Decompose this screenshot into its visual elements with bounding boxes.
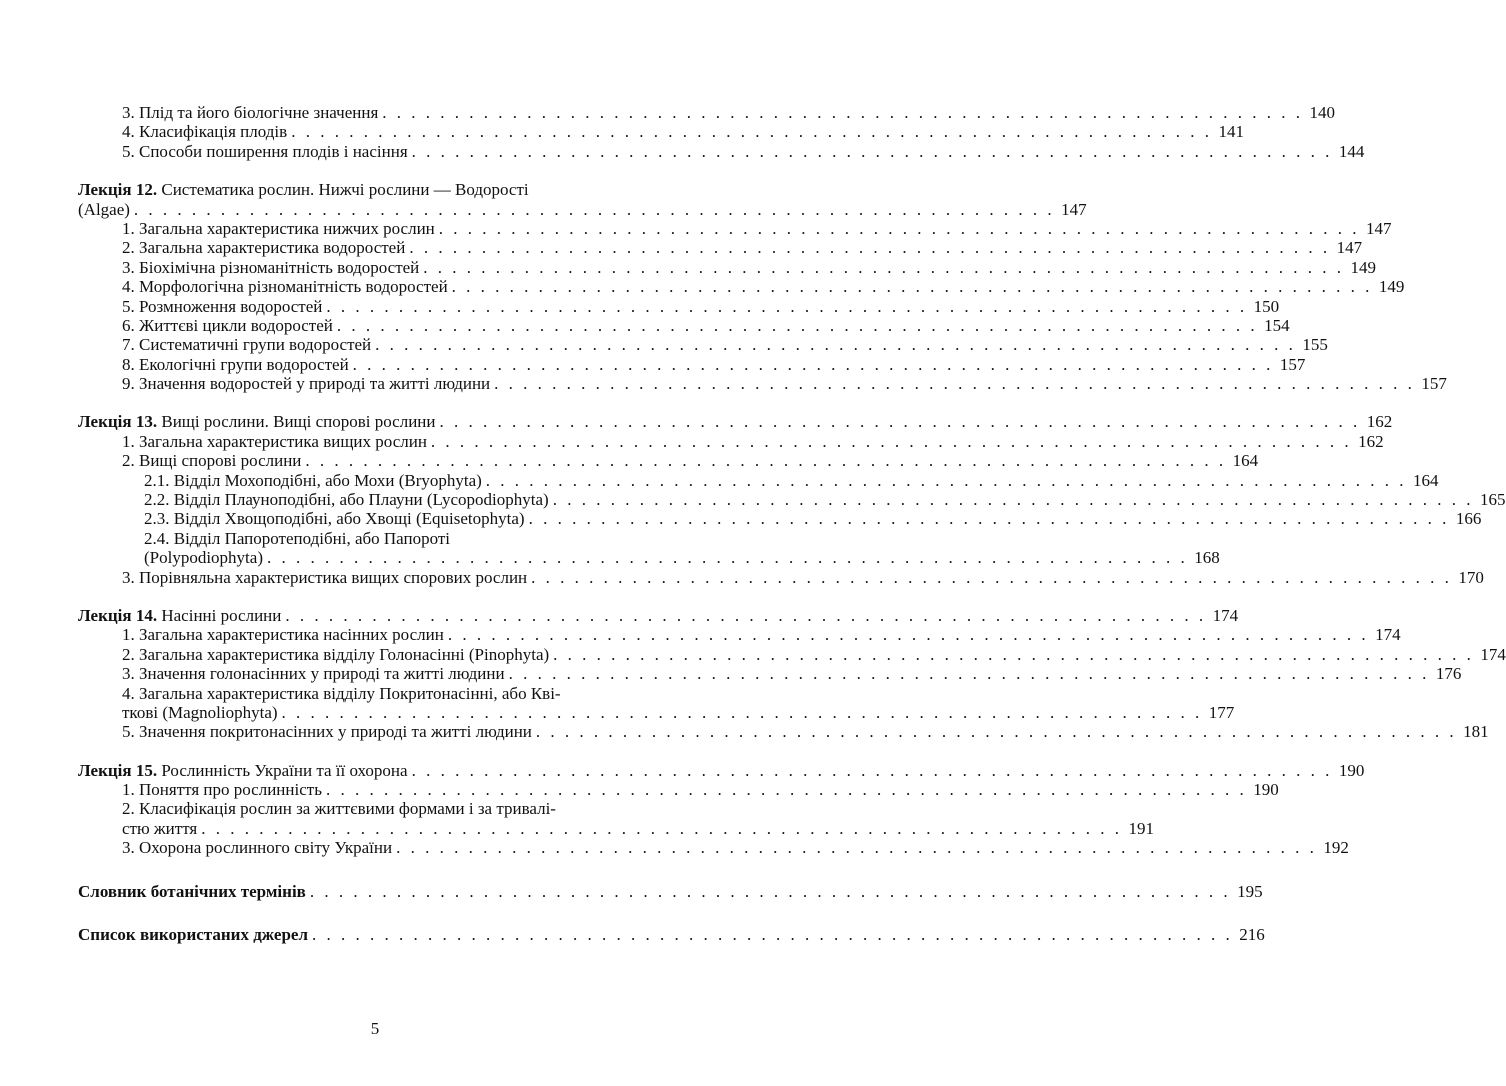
toc-entry[interactable] (78, 315, 1290, 335)
toc-page-number: 191 (1128, 818, 1154, 838)
page-number: 5 (370, 1019, 380, 1038)
toc-page-number: 181 (1463, 722, 1489, 742)
toc-entry[interactable] (78, 451, 1259, 471)
toc-entry-text: 5. Розмноження водоростей (122, 296, 323, 316)
section-spacer (78, 858, 674, 882)
toc-page-number: 174 (1375, 625, 1401, 645)
toc-entry-text: (Polypodiophyta) (144, 548, 263, 568)
toc-page-number: 164 (1413, 470, 1439, 490)
toc-entry[interactable] (78, 529, 674, 548)
toc-page-number: 149 (1350, 257, 1377, 277)
toc-page-number: 164 (1232, 451, 1259, 471)
dot-leader: . . . . . . . . . . . . . . . . . . . . . . . . . . . . . . . . . . . . . . . . . . . . . . . . . . . . . . . . . . . . . . . . (382, 102, 1304, 122)
toc-entry[interactable] (78, 567, 1484, 587)
toc-page-number: 168 (1194, 548, 1220, 568)
toc-page-number: 192 (1323, 838, 1349, 858)
toc-entry[interactable] (78, 760, 1365, 780)
toc-page-number: 147 (1336, 238, 1363, 258)
dot-leader: . . . . . . . . . . . . . . . . . . . . . . . . . . . . . . . . . . . . . . . . . . . . . . . . . . . . . . . . . . . . . . . . (291, 122, 1212, 142)
toc-entry-title (144, 471, 482, 490)
toc-entry-title (122, 645, 549, 664)
toc-page-number: 140 (1309, 102, 1336, 122)
toc-entry-title (122, 297, 322, 316)
toc-entry[interactable] (78, 925, 1265, 945)
toc-page-number: 157 (1279, 354, 1306, 374)
toc-entry[interactable] (78, 354, 1306, 374)
toc-entry[interactable] (78, 374, 1447, 394)
toc-entry-text: 3. Охорона рослинного світу України (122, 838, 393, 858)
toc-page-number: 144 (1338, 141, 1365, 161)
toc-entry[interactable] (78, 780, 1279, 800)
toc-entry-text: 8. Екологічні групи водоростей (122, 354, 349, 374)
toc-entry-text: 2. Вищі спорові рослини (122, 451, 302, 471)
dot-leader: . . . . . . . . . . . . . . . . . . . . . . . . . . . . . . . . . . . . . . . . . . . . . . . . . . . . . . . . . . . . . . . . (311, 925, 1233, 945)
toc-entry-title (122, 238, 405, 257)
dot-leader: . . . . . . . . . . . . . . . . . . . . . . . . . . . . . . . . . . . . . . . . . . . . . . . . . . . . . . . . . . . . . . . . (531, 567, 1452, 587)
toc-page-number: 190 (1338, 760, 1365, 780)
toc-page-number: 216 (1239, 925, 1265, 945)
dot-leader: . . . . . . . . . . . . . . . . . . . . . . . . . . . . . . . . . . . . . . . . . . . . . . . . . . . . . . . . . . . . . . . . (325, 780, 1247, 800)
toc-entry-heading: Словник ботанічних термінів (78, 881, 306, 901)
section-spacer (78, 742, 674, 761)
toc-entry-title (122, 335, 371, 354)
toc-entry-text: Вищі рослини. Вищі спорові рослини (157, 412, 436, 432)
toc-entry[interactable] (78, 141, 1365, 161)
section-spacer (78, 393, 674, 412)
toc-entry-heading: Лекція 12. (78, 180, 158, 200)
toc-entry[interactable] (78, 296, 1280, 316)
toc-entry[interactable] (78, 490, 1506, 510)
toc-entry-title (122, 432, 427, 451)
toc-entry-title (78, 925, 308, 944)
toc-entry-title (78, 761, 408, 780)
dot-leader: . . . . . . . . . . . . . . . . . . . . . . . . . . . . . . . . . . . . . . . . . . . . . . . . . . . . . . . . . . . . . . . . (352, 354, 1274, 374)
toc-entry[interactable] (78, 335, 1328, 355)
dot-leader: . . . . . . . . . . . . . . . . . . . . . . . . . . . . . . . . . . . . . . . . . . . . . . . . . . . . . . . . . . . . . . . . (553, 644, 1474, 664)
toc-entry-text: Рослинність України та її охорона (157, 760, 408, 780)
dot-leader: . . . . . . . . . . . . . . . . . . . . . . . . . . . . . . . . . . . . . . . . . . . . . . . . . . . . . . . . . . . . . . . . (439, 412, 1361, 432)
toc-entry-title (122, 684, 561, 703)
toc-entry-title (78, 200, 130, 219)
toc-entry-text: 2. Загальна характеристика відділу Голонасінні (Pinophyta) (122, 644, 550, 664)
toc-entry-text: 2.2. Відділ Плауноподібні, або Плауни (Lycopodiophyta) (144, 490, 549, 510)
toc-page-number: 147 (1061, 199, 1087, 219)
toc-entry-title (122, 316, 333, 335)
section-spacer (78, 587, 674, 606)
table-of-contents (78, 102, 1506, 945)
section-spacer (78, 161, 674, 180)
toc-entry[interactable] (78, 664, 1462, 684)
toc-entry[interactable] (78, 431, 1384, 451)
toc-entry[interactable] (78, 218, 1392, 238)
toc-page-number: 165 (1479, 490, 1506, 510)
toc-entry[interactable] (78, 180, 674, 199)
toc-entry-title (122, 799, 556, 818)
section-spacer (78, 901, 674, 925)
toc-entry-text: 3. Плід та його біологічне значення (122, 102, 379, 122)
toc-entry[interactable] (78, 257, 1377, 277)
toc-entry-title (78, 882, 306, 901)
toc-entry-text: 5. Способи поширення плодів і насіння (122, 141, 408, 161)
toc-entry-heading: Лекція 15. (78, 760, 158, 780)
dot-leader: . . . . . . . . . . . . . . . . . . . . . . . . . . . . . . . . . . . . . . . . . . . . . . . . . . . . . . . . . . . . . . . . (267, 548, 1188, 568)
toc-entry-text: 3. Біохімічна різноманітність водоростей (122, 257, 420, 277)
dot-leader: . . . . . . . . . . . . . . . . . . . . . . . . . . . . . . . . . . . . . . . . . . . . . . . . . . . . . . . . . . . . . . . . (411, 141, 1333, 161)
toc-page-number: 174 (1212, 605, 1239, 625)
toc-entry-text: стю життя (122, 818, 198, 838)
toc-entry-title (122, 277, 448, 296)
toc-entry-title (122, 219, 435, 238)
toc-entry-title (144, 548, 263, 567)
toc-entry[interactable] (78, 199, 1087, 219)
toc-entry-text: 2. Загальна характеристика водоростей (122, 238, 406, 258)
dot-leader: . . . . . . . . . . . . . . . . . . . . . . . . . . . . . . . . . . . . . . . . . . . . . . . . . . . . . . . . . . . . . . . . (305, 451, 1227, 471)
toc-entry-title (122, 142, 408, 161)
toc-page-number: 149 (1378, 277, 1405, 297)
toc-page-number: 174 (1480, 644, 1506, 664)
toc-entry-title (144, 509, 525, 528)
toc-entry[interactable] (78, 277, 1405, 297)
toc-entry-text: 7. Систематичні групи водоростей (122, 335, 372, 355)
dot-leader: . . . . . . . . . . . . . . . . . . . . . . . . . . . . . . . . . . . . . . . . . . . . . . . . . . . . . . . . . . . . . . . . (423, 257, 1345, 277)
dot-leader: . . . . . . . . . . . . . . . . . . . . . . . . . . . . . . . . . . . . . . . . . . . . . . . . . . . . . . . . . . . . . . . . (375, 335, 1296, 355)
toc-page-number: 170 (1458, 567, 1484, 587)
toc-entry[interactable] (78, 470, 1439, 490)
toc-page-number: 190 (1253, 780, 1279, 800)
toc-entry-text: 4. Класифікація плодів (122, 122, 288, 142)
toc-entry-text: 2.1. Відділ Мохоподібні, або Мохи (Bryophyta) (144, 470, 482, 490)
toc-entry[interactable] (78, 722, 1489, 742)
dot-leader: . . . . . . . . . . . . . . . . . . . . . . . . . . . . . . . . . . . . . . . . . . . . . . . . . . . . . . . . . . . . . . . . (281, 702, 1203, 722)
dot-leader: . . . . . . . . . . . . . . . . . . . . . . . . . . . . . . . . . . . . . . . . . . . . . . . . . . . . . . . . . . . . . . . . (285, 605, 1207, 625)
dot-leader: . . . . . . . . . . . . . . . . . . . . . . . . . . . . . . . . . . . . . . . . . . . . . . . . . . . . . . . . . . . . . . . . (201, 818, 1122, 838)
toc-entry-title (122, 625, 444, 644)
toc-entry-text: 3. Порівняльна характеристика вищих спорових рослин (122, 567, 528, 587)
toc-entry-heading: Список використаних джерел (78, 925, 308, 945)
toc-entry[interactable] (78, 548, 1220, 568)
toc-page-number: 176 (1435, 664, 1462, 684)
toc-entry-title (122, 819, 197, 838)
toc-page-number: 162 (1366, 412, 1393, 432)
toc-entry-title (122, 374, 490, 393)
toc-entry[interactable] (78, 702, 1235, 722)
toc-entry-heading: Лекція 13. (78, 412, 158, 432)
toc-entry-text: 2.3. Відділ Хвощоподібні, або Хвощі (Equisetophyta) (144, 509, 525, 529)
toc-entry[interactable] (78, 412, 1393, 432)
toc-entry-text: 3. Значення голонасінних у природі та житті людини (122, 664, 505, 684)
toc-page-number: 147 (1366, 218, 1392, 238)
toc-entry-title (78, 606, 281, 625)
dot-leader: . . . . . . . . . . . . . . . . . . . . . . . . . . . . . . . . . . . . . . . . . . . . . . . . . . . . . . . . . . . . . . . . (396, 838, 1317, 858)
toc-entry[interactable] (78, 102, 1336, 122)
toc-entry[interactable] (78, 800, 674, 819)
toc-entry-text: 9. Значення водоростей у природі та житті людини (122, 374, 491, 394)
toc-entry[interactable] (78, 838, 1349, 858)
toc-entry-text: 4. Загальна характеристика відділу Покритонасінні, або Кві- (122, 683, 561, 703)
toc-entry-text: 1. Загальна характеристика вищих рослин (122, 431, 427, 451)
toc-entry-title (122, 258, 419, 277)
toc-entry[interactable] (78, 122, 1244, 142)
toc-entry-title (122, 568, 527, 587)
toc-entry-title (122, 780, 322, 799)
toc-entry[interactable] (78, 684, 674, 703)
toc-entry-title (122, 355, 349, 374)
dot-leader: . . . . . . . . . . . . . . . . . . . . . . . . . . . . . . . . . . . . . . . . . . . . . . . . . . . . . . . . . . . . . . . . (494, 374, 1415, 394)
toc-entry-text: 2. Класифікація рослин за життєвими формами і за тривалі- (122, 799, 556, 819)
toc-entry[interactable] (78, 625, 1401, 645)
toc-entry-title (122, 451, 301, 470)
dot-leader: . . . . . . . . . . . . . . . . . . . . . . . . . . . . . . . . . . . . . . . . . . . . . . . . . . . . . . . . . . . . . . . . (326, 296, 1248, 316)
toc-entry-text: 1. Загальна характеристика насінних рослин (122, 625, 444, 645)
toc-page-number: 141 (1218, 122, 1244, 142)
dot-leader: . . . . . . . . . . . . . . . . . . . . . . . . . . . . . . . . . . . . . . . . . . . . . . . . . . . . . . . . . . . . . . . . (133, 199, 1055, 219)
dot-leader: . . . . . . . . . . . . . . . . . . . . . . . . . . . . . . . . . . . . . . . . . . . . . . . . . . . . . . . . . . . . . . . . (438, 218, 1360, 238)
toc-entry[interactable] (78, 238, 1363, 258)
toc-entry-title (144, 529, 450, 548)
toc-entry[interactable] (78, 605, 1239, 625)
dot-leader: . . . . . . . . . . . . . . . . . . . . . . . . . . . . . . . . . . . . . . . . . . . . . . . . . . . . . . . . . . . . . . . . (508, 664, 1430, 684)
toc-entry-title (122, 703, 278, 722)
toc-page-number: 162 (1358, 431, 1384, 451)
dot-leader: . . . . . . . . . . . . . . . . . . . . . . . . . . . . . . . . . . . . . . . . . . . . . . . . . . . . . . . . . . . . . . . . (430, 431, 1352, 451)
toc-entry-text: 1. Поняття про рослинність (122, 780, 322, 800)
toc-entry-text: 5. Значення покритонасінних у природі та житті людини (122, 722, 532, 742)
dot-leader: . . . . . . . . . . . . . . . . . . . . . . . . . . . . . . . . . . . . . . . . . . . . . . . . . . . . . . . . . . . . . . . . (485, 470, 1407, 490)
toc-entry-title (122, 838, 392, 857)
toc-entry-text: ткові (Magnoliophyta) (122, 702, 278, 722)
toc-entry-title (122, 664, 505, 683)
toc-entry-text: 4. Морфологічна різноманітність водоростей (122, 277, 448, 297)
toc-entry-text: Систематика рослин. Нижчі рослини — Водорості (157, 180, 529, 200)
toc-page-number: 157 (1421, 374, 1447, 394)
toc-entry-text: 6. Життєві цикли водоростей (122, 315, 333, 335)
dot-leader: . . . . . . . . . . . . . . . . . . . . . . . . . . . . . . . . . . . . . . . . . . . . . . . . . . . . . . . . . . . . . . . . (535, 722, 1457, 742)
dot-leader: . . . . . . . . . . . . . . . . . . . . . . . . . . . . . . . . . . . . . . . . . . . . . . . . . . . . . . . . . . . . . . . . (528, 509, 1450, 529)
toc-entry[interactable] (78, 644, 1506, 664)
toc-page-number: 150 (1253, 296, 1280, 316)
toc-entry[interactable] (78, 881, 1263, 901)
toc-entry-title (122, 103, 378, 122)
toc-page-number: 155 (1302, 335, 1328, 355)
toc-entry[interactable] (78, 818, 1154, 838)
toc-page-number: 195 (1237, 881, 1263, 901)
toc-entry-title (144, 490, 549, 509)
dot-leader: . . . . . . . . . . . . . . . . . . . . . . . . . . . . . . . . . . . . . . . . . . . . . . . . . . . . . . . . . . . . . . . . (336, 315, 1258, 335)
dot-leader: . . . . . . . . . . . . . . . . . . . . . . . . . . . . . . . . . . . . . . . . . . . . . . . . . . . . . . . . . . . . . . . . (409, 238, 1331, 258)
toc-entry-title (78, 180, 529, 199)
dot-leader: . . . . . . . . . . . . . . . . . . . . . . . . . . . . . . . . . . . . . . . . . . . . . . . . . . . . . . . . . . . . . . . . (451, 277, 1373, 297)
dot-leader: . . . . . . . . . . . . . . . . . . . . . . . . . . . . . . . . . . . . . . . . . . . . . . . . . . . . . . . . . . . . . . . . (447, 625, 1369, 645)
toc-entry-title (78, 412, 436, 431)
dot-leader: . . . . . . . . . . . . . . . . . . . . . . . . . . . . . . . . . . . . . . . . . . . . . . . . . . . . . . . . . . . . . . . . (309, 881, 1231, 901)
toc-entry-text: (Algae) (78, 199, 130, 219)
toc-entry-text: Насінні рослини (157, 605, 282, 625)
toc-entry-text: 1. Загальна характеристика нижчих рослин (122, 218, 435, 238)
toc-entry-text: 2.4. Відділ Папоротеподібні, або Папороті (144, 528, 451, 548)
toc-page-number: 154 (1264, 315, 1290, 335)
toc-entry-heading: Лекція 14. (78, 605, 158, 625)
toc-entry-title (122, 122, 287, 141)
dot-leader: . . . . . . . . . . . . . . . . . . . . . . . . . . . . . . . . . . . . . . . . . . . . . . . . . . . . . . . . . . . . . . . . (411, 760, 1333, 780)
toc-entry[interactable] (78, 509, 1482, 529)
toc-page-number: 166 (1455, 509, 1482, 529)
toc-page-number: 177 (1208, 702, 1235, 722)
dot-leader: . . . . . . . . . . . . . . . . . . . . . . . . . . . . . . . . . . . . . . . . . . . . . . . . . . . . . . . . . . . . . . . . (552, 490, 1474, 510)
toc-entry-title (122, 722, 532, 741)
